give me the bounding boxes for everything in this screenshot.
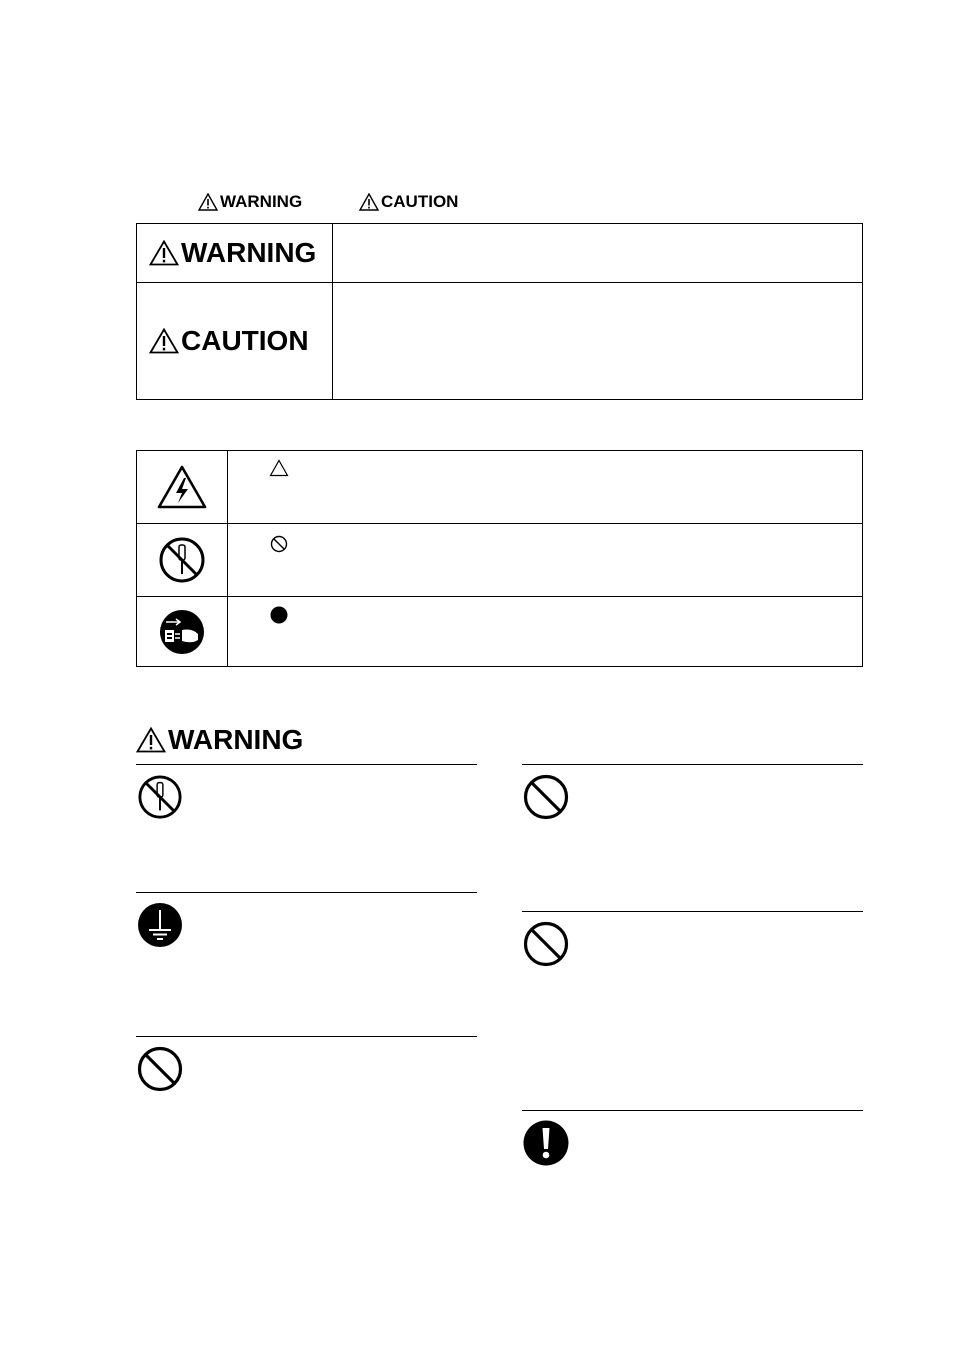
warning-section-heading-label: WARNING [168,724,304,755]
electric-shock-icon [156,464,208,510]
definition-warning-label: WARNING [181,237,317,268]
symbol-row-mandatory [137,597,862,667]
definition-row-caution [137,283,862,399]
divider [136,1036,477,1037]
definitions-table [136,223,863,400]
legend-warning-label: WARNING [220,192,303,211]
definition-caution-label: CAUTION [181,325,309,356]
symbols-table [136,450,863,667]
divider [522,1110,863,1111]
prohibition-icon [137,1046,183,1092]
legend-caution-label: CAUTION [381,192,459,211]
warning-triangle-icon [198,193,218,211]
no-disassembly-icon [137,774,183,820]
warning-section-heading [136,724,303,756]
mandatory-action-icon [523,1120,569,1166]
divider [136,892,477,893]
prohibition-icon [523,921,569,967]
unplug-icon [158,608,206,656]
legend-caution [359,192,458,212]
triangle-icon [269,459,289,477]
warning-triangle-icon [136,727,166,753]
ground-icon [137,902,183,948]
definition-caution-cell [137,283,333,399]
divider [522,911,863,912]
legend-warning [198,192,302,212]
prohibition-mini-icon [269,534,289,554]
warning-triangle-icon [149,240,179,266]
divider [136,764,477,765]
caution-triangle-icon [359,193,379,211]
no-disassembly-icon [158,536,206,584]
symbol-row-electric [137,451,862,524]
definition-row-warning [137,224,862,283]
caution-triangle-icon [149,328,179,354]
filled-circle-icon [269,605,289,625]
definition-warning-cell [137,224,333,282]
symbol-row-prohibition [137,524,862,597]
divider [522,764,863,765]
prohibition-icon [523,774,569,820]
